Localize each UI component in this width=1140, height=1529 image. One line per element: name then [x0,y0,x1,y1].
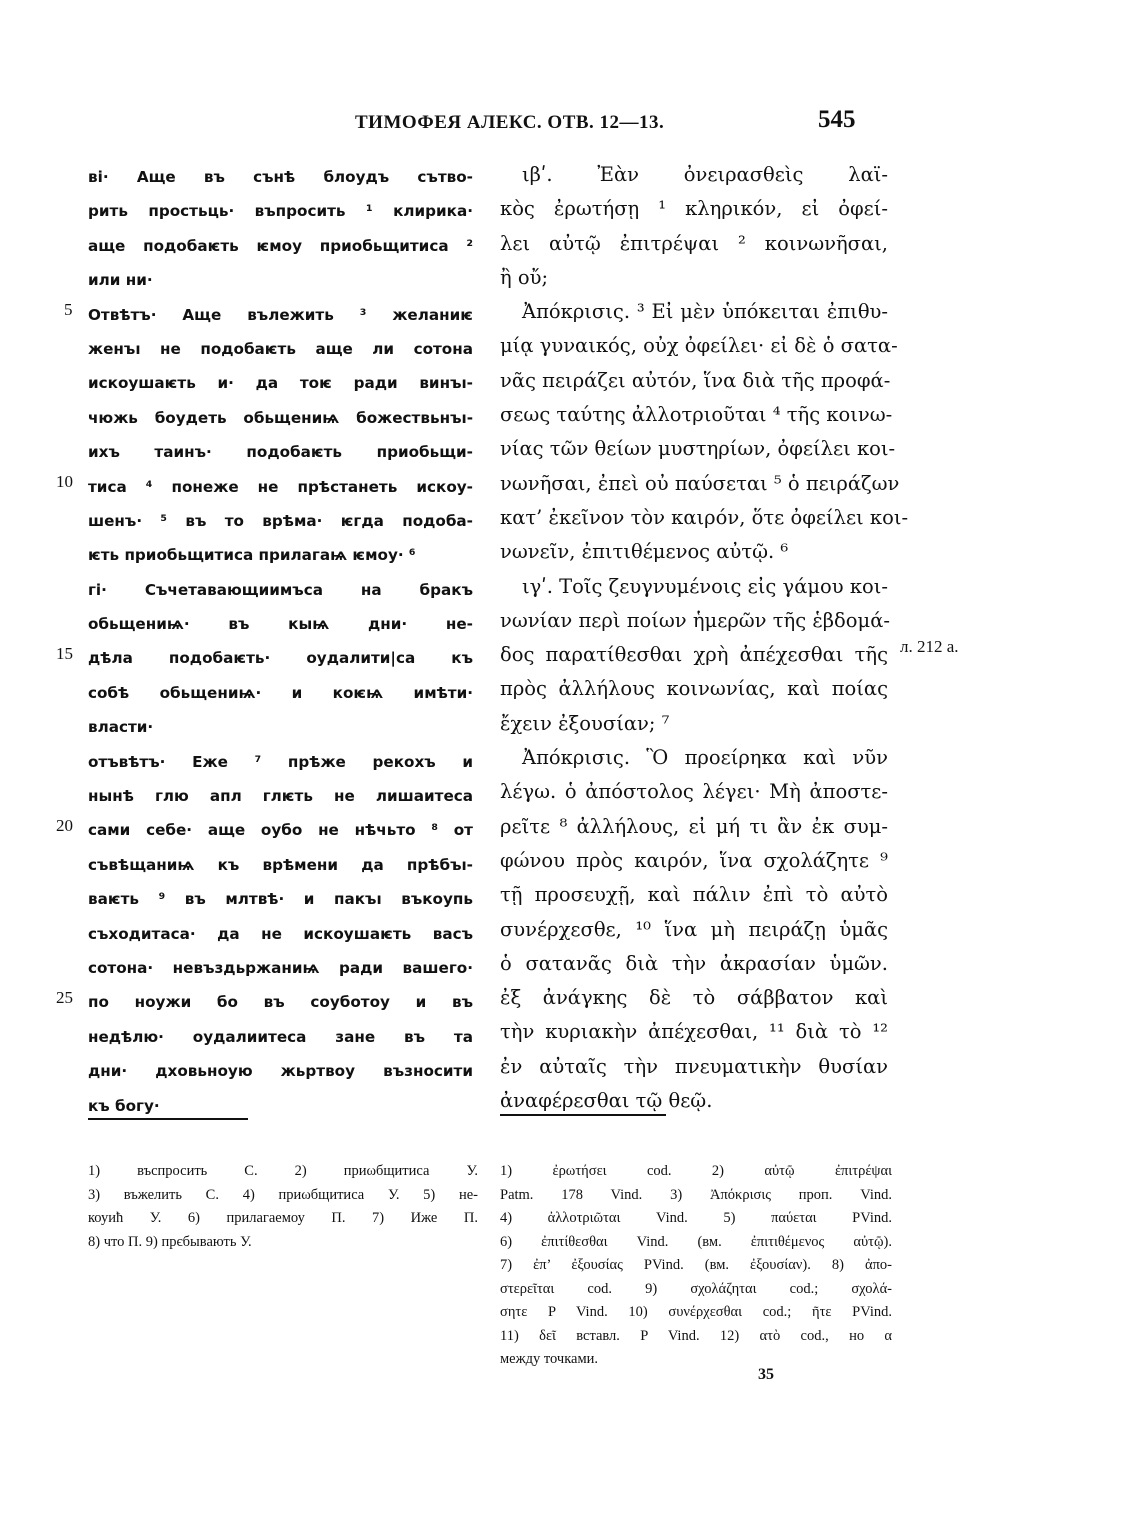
slavonic-line: аще подобаѥть ѥмоу приобьщитиса ² [88,236,473,255]
slavonic-line: съвѣщаниѩ къ врѣмени да прѣбъı- [88,855,473,874]
slavonic-line: дни· дховьноую жьртвоу възносити [88,1062,473,1081]
line-number: 20 [56,816,73,835]
greek-line: λέγω. ὁ ἀπόστολος λέγει· Μὴ ἀποστε- [500,780,888,804]
running-title: ТИМОФЕЯ АЛЕКС. ОТВ. 12—13. [355,112,665,133]
greek-line: φώνου πρὸς καιρόν, ἵνα σχολάζητε ⁹ [500,848,888,872]
slavonic-line: рить простьць· въпросить ¹ клирика· [88,202,473,221]
slavonic-line: или ни· [88,271,153,290]
footnote-line: στερεῖται cod. 9) σχολάζηται cod.; σχολά- [500,1280,892,1297]
footnote-rule-left [88,1118,248,1120]
footnote-line: коуић У. 6) прилагаемоу П. 7) Иже П. [88,1210,478,1226]
greek-line: νᾶς πειράζει αὐτόν, ἵνα διὰ τῆς προφά- [500,368,891,392]
slavonic-line: женъı не подобаѥть аще ли сотона [88,339,473,358]
footnote-line: 7) ἐπ’ ἐξουσίας PVind. (вм. ἐξουσίαν). 8) ἀπο- [500,1257,892,1273]
slavonic-line: шенъ· ⁵ въ то врѣма· ѥгда подоба- [88,511,473,530]
line-number: 25 [56,988,73,1007]
greek-line: λει αὐτῷ ἐπιτρέψαι ² κοινωνῆσαι, [500,231,888,255]
slavonic-line: власти· [88,718,154,737]
line-number: 10 [56,472,73,491]
greek-line: ιβʹ. Ἐὰν ὀνειρασθεὶς λαϊ- [522,163,888,186]
slavonic-line: собѣ обьщениѩ· и коѥѩ имѣти· [88,683,473,702]
slavonic-column [88,160,473,1123]
slavonic-line: ві· Аще въ сънѣ блоудъ сътво- [88,168,473,186]
greek-line: ὁ σατανᾶς διὰ τὴν ἀκρασίαν ὑμῶν. [500,951,888,975]
footnote-line: σητε P Vind. 10) συνέρχεσθαι cod.; ῆτε PVind. [500,1304,892,1320]
footnote-line: 11) δεῖ вставл. P Vind. 12) ατὸ cod., но α [500,1327,892,1344]
greek-line: ἐν αὐταῖς τὴν πνευματικὴν θυσίαν [500,1054,888,1078]
page-number: 545 [818,106,856,133]
slavonic-line: нынѣ глю апл глѥть не лишаитеса [88,787,473,806]
footnote-line: Patm. 178 Vind. 3) Ἀπόκρισις проп. Vind. [500,1186,892,1203]
greek-line: ἀναφέρεσθαι τῷ θεῷ. [500,1089,713,1113]
slavonic-line: ваѥть ⁹ въ млтвѣ· и пакъı въкоупь [88,890,473,909]
greek-line: Ἀπόκρισις. Ὃ προείρηκα καὶ νῦν [522,746,888,770]
slavonic-line: сотона· невъздьржаниѩ ради вашего· [88,958,473,977]
line-number: 15 [56,644,73,663]
slavonic-line: гі· Съчетавающиимъса на бракъ [88,580,473,599]
greek-line: ρεῖτε ⁸ ἀλλήλους, εἰ μή τι ἂν ἐκ συμ- [500,814,888,838]
greek-line: ιγʹ. Τοῖς ζευγνυμένοις εἰς γάμου κοι- [522,574,888,598]
slavonic-line: къ богу· [88,1096,160,1115]
greek-line: δος παρατίθεσθαι χρὴ ἀπέχεσθαι τῆς [500,643,888,667]
footnotes-greek [500,1160,892,1372]
margin-folio-note: л. 212 а. [900,637,959,656]
slavonic-line: съходитаса· да не искоушаѥть васъ [88,924,473,943]
footnote-line: 4) ἀλλοτριῶται Vind. 5) παύεται PVind. [500,1210,892,1226]
greek-line: Ἀπόκρισις. ³ Εἰ μὲν ὑπόκειται ἐπιθυ- [522,300,888,324]
greek-line: σεως ταύτης ἀλλοτριοῦται ⁴ τῆς κοινω- [500,403,893,427]
footnotes-slavonic [88,1160,478,1254]
greek-line: νωνίαν περὶ ποίων ἡμερῶν τῆς ἑβδομά- [500,608,890,632]
footnote-line: 1) ἐρωτήσει cod. 2) αὐτῷ ἐπιτρέψαι [500,1163,892,1179]
greek-line: κατ’ ἐκεῖνον τὸν καιρόν, ὅτε ὀφείλει κοι- [500,505,909,529]
footnote-line: 3) въжелить С. 4) приωбщитиса У. 5) не- [88,1186,478,1203]
footnote-line: 8) что П. 9) прєбывають У. [88,1233,252,1250]
slavonic-line: по ноужи бо въ соуботоу и въ [88,993,473,1012]
greek-line: νωνεῖν, ἐπιτιθέμενος αὐτῷ. ⁶ [500,540,789,564]
greek-line: νίας τῶν θείων μυστηρίων, ὀφείλει κοι- [500,437,896,461]
slavonic-line: дѣла подобаѥть· оудалити|са къ [88,649,473,668]
greek-column [500,158,909,1118]
slavonic-line: тиса ⁴ понеже не прѣстанеть искоу- [88,477,473,496]
greek-line: τὴν κυριακὴν ἀπέχεσθαι, ¹¹ διὰ τὸ ¹² [500,1020,888,1044]
greek-line: νωνῆσαι, ἐπεὶ οὐ παύσεται ⁵ ὁ πειράζων [500,471,900,495]
greek-line: πρὸς ἀλλήλους κοινωνίας, καὶ ποίας [500,677,888,701]
footnote-rule-right [500,1114,666,1116]
slavonic-line: отъвѣтъ· Еже ⁷ прѣже рекохъ и [88,752,473,771]
slavonic-line: сами себе· аще оубо не нѣчьто ⁸ от [88,821,473,840]
slavonic-line: ихъ таинъ· подобаѥть приобьщи- [88,443,473,462]
greek-line: μίᾳ γυναικός, οὐχ ὀφείλει· εἰ δὲ ὁ σατα- [500,334,898,358]
slavonic-line: чюжь боудеть обьщениѩ божествьнъı- [88,408,473,427]
slavonic-line: Отвѣтъ· Аще вълежить ³ желаниѥ [88,305,473,324]
line-number: 5 [64,300,73,319]
slavonic-line: ѥть приобьщитиса прилагаѩ ѥмоу· ⁶ [88,546,416,565]
slavonic-line: недѣлю· оудалиитеса зане въ та [88,1027,473,1046]
footnote-line: 6) ἐπιτίθεσθαι Vind. (вм. ἐπιτιθέμενος αὐτῷ). [500,1233,892,1250]
greek-line: συνέρχεσθε, ¹⁰ ἵνα μὴ πειράζῃ ὑμᾶς [500,917,888,941]
footnote-line: между точками. [500,1351,599,1367]
slavonic-line: искоушаѥть и· да тоѥ ради винъı- [88,374,473,393]
slavonic-line: обьщениѩ· въ кыѩ дни· не- [88,615,473,634]
greek-line: ἢ οὔ; [500,265,549,289]
greek-line: κὸς ἐρωτήσῃ ¹ κληρικόν, εἰ ὀφεί- [500,197,888,221]
signature-mark: 35 [758,1366,774,1383]
greek-line: τῇ προσευχῇ, καὶ πάλιν ἐπὶ τὸ αὐτὸ [500,883,888,907]
greek-line: ἐξ ἀνάγκης δὲ τὸ σάββατον καὶ [500,986,888,1010]
footnote-line: 1) въспросить С. 2) приωбщитиса У. [88,1163,478,1179]
greek-line: ἔχειν ἐξουσίαν; ⁷ [500,711,670,735]
